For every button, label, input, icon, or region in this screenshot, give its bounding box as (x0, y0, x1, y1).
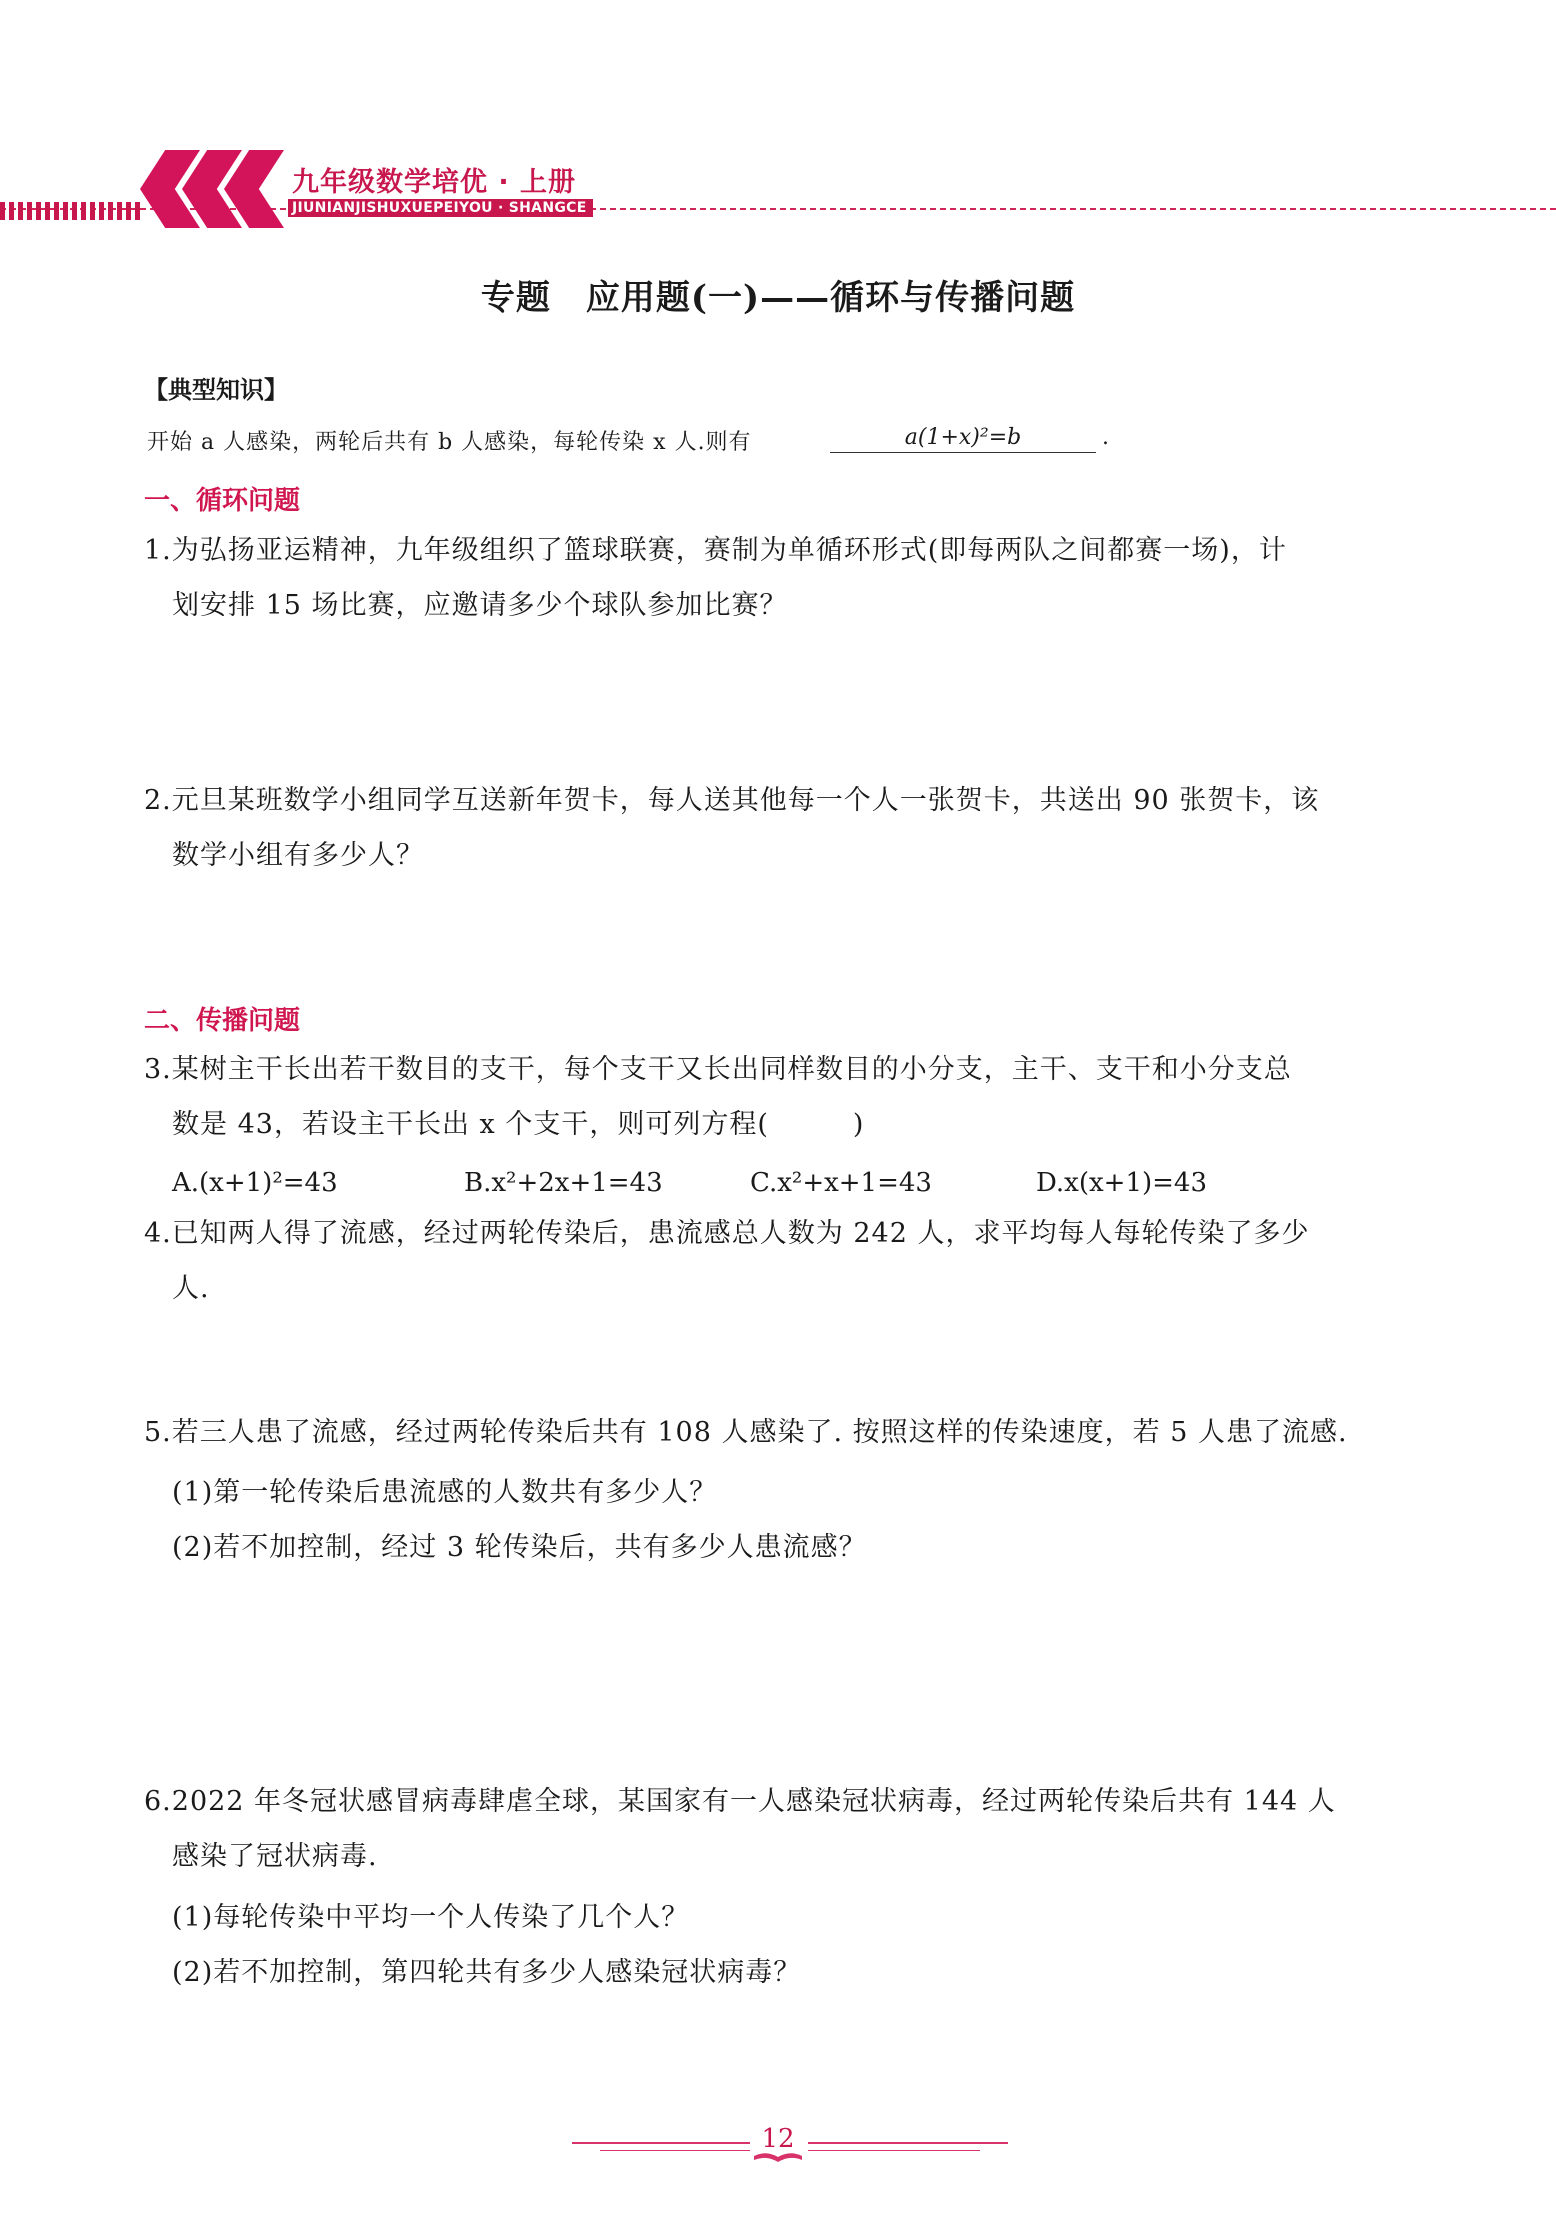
open-book-icon (752, 2148, 804, 2168)
question-5-line-1: 5.若三人患了流感，经过两轮传染后共有 108 人感染了. 按照这样的传染速度，若 5 人患了流感. (144, 1417, 1348, 1448)
option-b: B.x²+2x+1=43 (464, 1168, 663, 1198)
page-number: 12 (761, 2124, 795, 2154)
question-6-part-2: (2)若不加控制，第四轮共有多少人感染冠状病毒？ (172, 1957, 802, 1988)
book-title: 九年级数学培优 · 上册 (292, 167, 577, 198)
knowledge-text: 开始 a 人感染，两轮后共有 b 人感染，每轮传染 x 人.则有 (147, 430, 752, 455)
question-3-line-2: 数是 43，若设主干长出 x 个支干，则可列方程( ) (172, 1109, 865, 1140)
header-stripes (0, 202, 140, 220)
option-c: C.x²+x+1=43 (750, 1168, 932, 1198)
option-d: D.x(x+1)=43 (1036, 1168, 1207, 1198)
page-title: 专题 应用题(一)——循环与传播问题 (480, 278, 1076, 318)
question-6-line-1: 6.2022 年冬冠状感冒病毒肆虐全球，某国家有一人感染冠状病毒，经过两轮传染后共有 144 人 (144, 1786, 1336, 1817)
question-1-line-1: 1.为弘扬亚运精神，九年级组织了篮球联赛，赛制为单循环形式(即每两队之间都赛一场)，计 (144, 535, 1287, 566)
option-a: A.(x+1)²=43 (172, 1168, 338, 1198)
section-heading-cycle: 一、循环问题 (144, 486, 301, 516)
question-4-line-2: 人. (172, 1273, 210, 1304)
question-6-line-2: 感染了冠状病毒. (172, 1841, 378, 1872)
question-2-line-2: 数学小组有多少人？ (172, 840, 424, 871)
question-5-part-1: (1)第一轮传染后患流感的人数共有多少人？ (172, 1477, 718, 1508)
knowledge-label: 【典型知识】 (144, 376, 288, 404)
question-6-part-1: (1)每轮传染中平均一个人传染了几个人？ (172, 1902, 690, 1933)
question-5-part-2: (2)若不加控制，经过 3 轮传染后，共有多少人患流感？ (172, 1532, 867, 1563)
question-4-line-1: 4.已知两人得了流感，经过两轮传染后，患流感总人数为 242 人，求平均每人每轮传染了多少 (144, 1218, 1310, 1249)
section-heading-spread: 二、传播问题 (144, 1006, 301, 1036)
book-subtitle: JIUNIANJISHUXUEPEIYOU · SHANGCE (288, 199, 593, 217)
question-2-line-1: 2.元旦某班数学小组同学互送新年贺卡，每人送其他每一个人一张贺卡，共送出 90 张贺卡，该 (144, 785, 1320, 816)
question-1-line-2: 划安排 15 场比赛，应邀请多少个球队参加比赛？ (172, 590, 788, 621)
knowledge-end: . (1102, 425, 1109, 450)
question-3-line-1: 3.某树主干长出若干数目的支干，每个支干又长出同样数目的小分支，主干、支干和小分支总 (144, 1054, 1292, 1085)
header-dashed-line (0, 208, 1556, 210)
knowledge-answer: a(1+x)²=b (830, 425, 1096, 453)
